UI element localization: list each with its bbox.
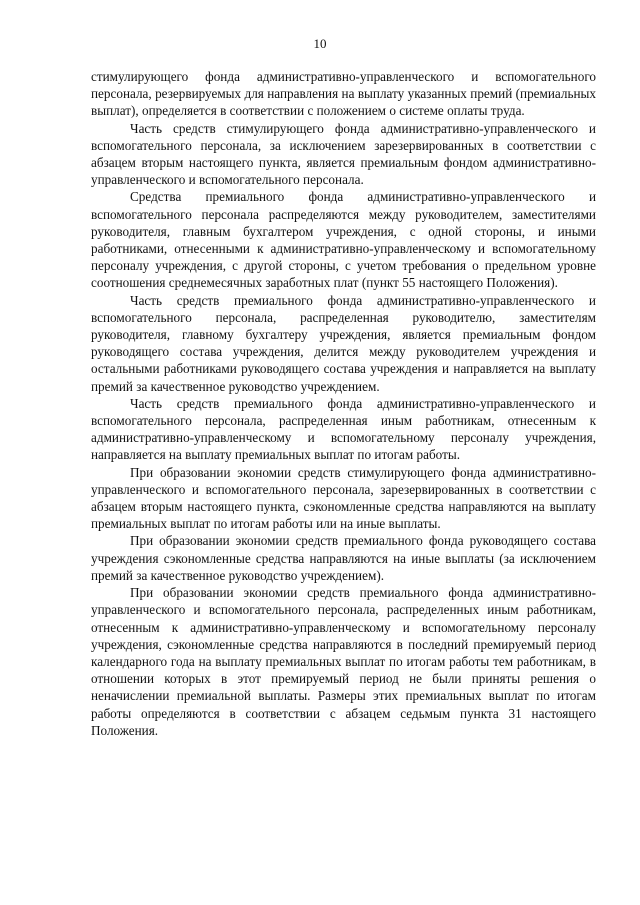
document-body — [91, 68, 596, 739]
paragraph-continuation: стимулирующего фонда административно-управленческого и вспомогательного персонала, резервируемых для направления на выплату указанных премий (премиальных выплат), определяется в соответствии с положением о системе оплаты труда. — [91, 69, 596, 119]
paragraph: Часть средств премиального фонда административно-управленческого и вспомогательного персонала, распределенная иным работникам, отнесенным к административно-управленческому и вспомогательному персоналу учреждения, направляется на выплату премиальных выплат по итогам работы. — [91, 395, 596, 463]
paragraph: Часть средств премиального фонда административно-управленческого и вспомогательного персонала, распределенная руководителю, заместителям руководителя, главному бухгалтеру учреждения, является премиальным фондом руководящего состава учреждения, делится между руководителем учреждения и остальными работниками руководящего состава учреждения и направляется на выплату премий за качественное руководство учреждением. — [91, 292, 596, 394]
paragraph: При образовании экономии средств премиального фонда руководящего состава учреждения сэкономленные средства направляются на иные выплаты (за исключением премий за качественное руководство учреждением). — [91, 533, 596, 583]
paragraph: При образовании экономии средств премиального фонда административно-управленческого и вспомогательного персонала, распределенных иным работникам, отнесенным к административно-управленческому и вспомогательному персоналу учреждения, сэкономленные средства направляются в последний премируемый период календарного года на выплату премиальных выплат по итогам работы тем работникам, в отношении которых в этот премируемый период не были приняты решения о неначислении премиальной выплаты. Размеры этих премиальных выплат по итогам работы определяются в соответствии с абзацем седьмым пункта 31 настоящего Положения. — [91, 585, 596, 738]
paragraph: Средства премиального фонда административно-управленческого и вспомогательного персонала распределяются между руководителем, заместителями руководителя, главным бухгалтером учреждения, с одной стороны, и иными работниками, отнесенными к административно-управленческому и вспомогательному персоналу учреждения, с другой стороны, с учетом требования о предельном уровне соотношения среднемесячных заработных плат (пункт 55 настоящего Положения). — [91, 189, 596, 291]
paragraph: При образовании экономии средств стимулирующего фонда административно-управленческого и вспомогательного персонала, зарезервированных в соответствии с абзацем вторым настоящего пункта, сэкономленные средства направляются на выплату премиальных выплат по итогам работы или на иные выплаты. — [91, 464, 596, 532]
paragraph: Часть средств стимулирующего фонда административно-управленческого и вспомогательного персонала, за исключением зарезервированных в соответствии с абзацем вторым настоящего пункта, является премиальным фондом административно-управленческого и вспомогательного персонала. — [91, 120, 596, 188]
page-number: 10 — [313, 36, 327, 51]
